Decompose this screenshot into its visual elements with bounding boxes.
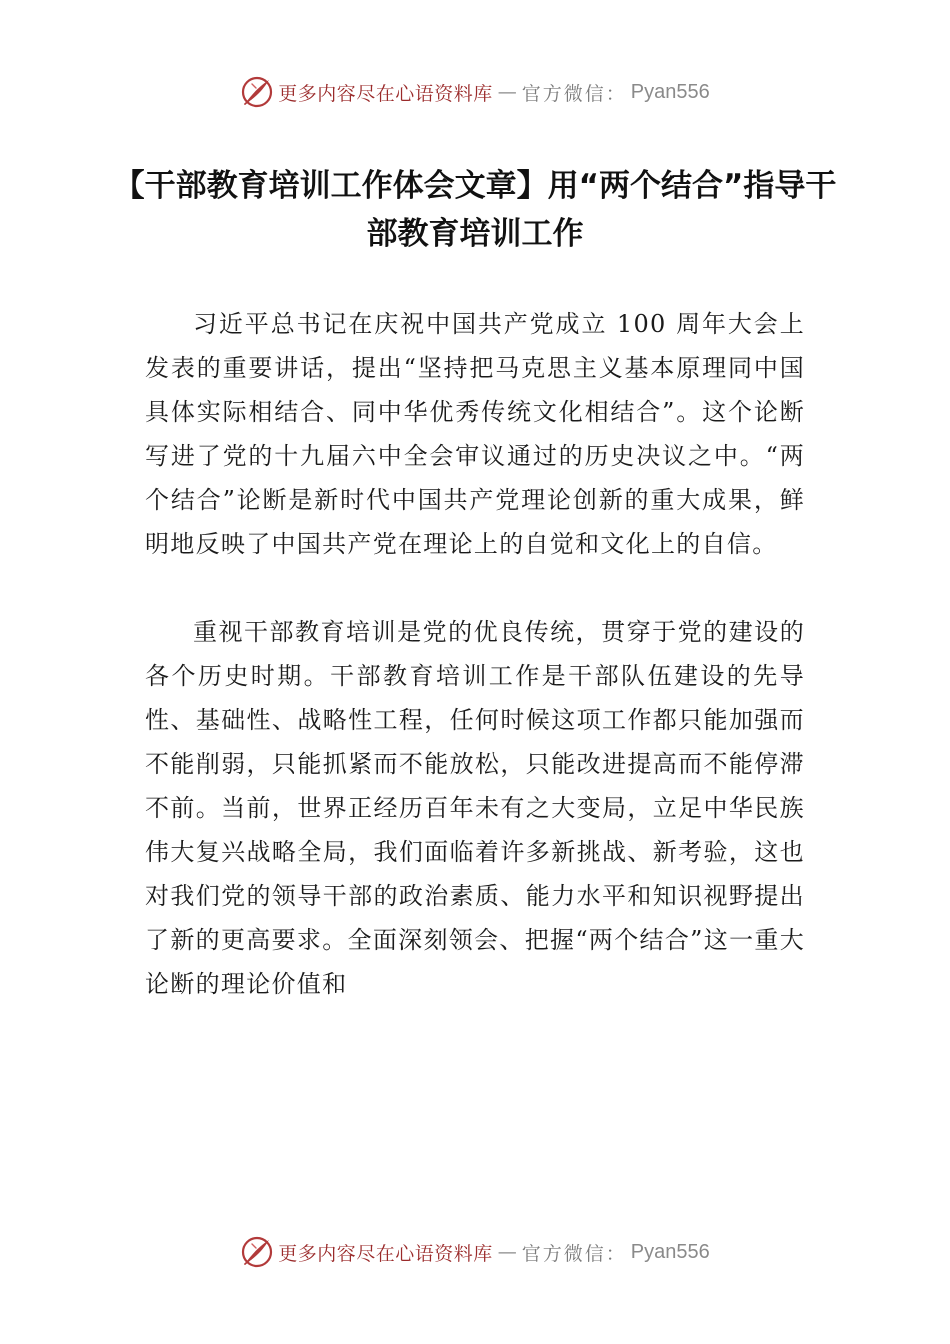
wechat-id: Pyan556 — [630, 80, 710, 103]
footer-watermark — [0, 1232, 950, 1272]
watermark-text: 更多内容尽在心语资料库 — [278, 1242, 493, 1265]
header-watermark — [0, 72, 950, 112]
watermark-separator: — — [497, 81, 517, 103]
watermark-separator: — — [497, 1241, 517, 1263]
watermark-text: 更多内容尽在心语资料库 — [278, 82, 493, 105]
wechat-id: Pyan556 — [630, 1240, 710, 1263]
paragraph: 重视干部教育培训是党的优良传统，贯穿于党的建设的各个历史时期。干部教育培训工作是干部队伍建设的先导性、基础性、战略性工程，任何时候这项工作都只能加强而不能削弱，只能抓紧而不能放松，只能改进提高而不能停滞不前。当前，世界正经历百年未有之大变局，立足中华民族伟大复兴战略全局，我们面临着许多新挑战、新考验，这也对我们党的领导干部的政治素质、能力水平和知识视野提出了新的更高要求。全面深刻领会、把握“两个结合”这一重大论断的理论价值和 — [145, 618, 805, 998]
quill-logo-icon — [240, 1235, 274, 1269]
wechat-label: 官方微信： — [521, 1242, 627, 1265]
wechat-label: 官方微信： — [521, 82, 627, 105]
quill-logo-icon — [240, 75, 274, 109]
document-body — [145, 302, 805, 1006]
document-title: 【干部教育培训工作体会文章】用“两个结合”指导干部教育培训工作 — [113, 168, 837, 252]
paragraph: 习近平总书记在庆祝中国共产党成立 100 周年大会上发表的重要讲话，提出“坚持把马克思主义基本原理同中国具体实际相结合、同中华优秀传统文化相结合”。这个论断写进了党的十九届六中全会审议通过的历史决议之中。“两个结合”论断是新时代中国共产党理论创新的重大成果，鲜明地反映了中国共产党在理论上的自觉和文化上的自信。 — [145, 310, 805, 558]
